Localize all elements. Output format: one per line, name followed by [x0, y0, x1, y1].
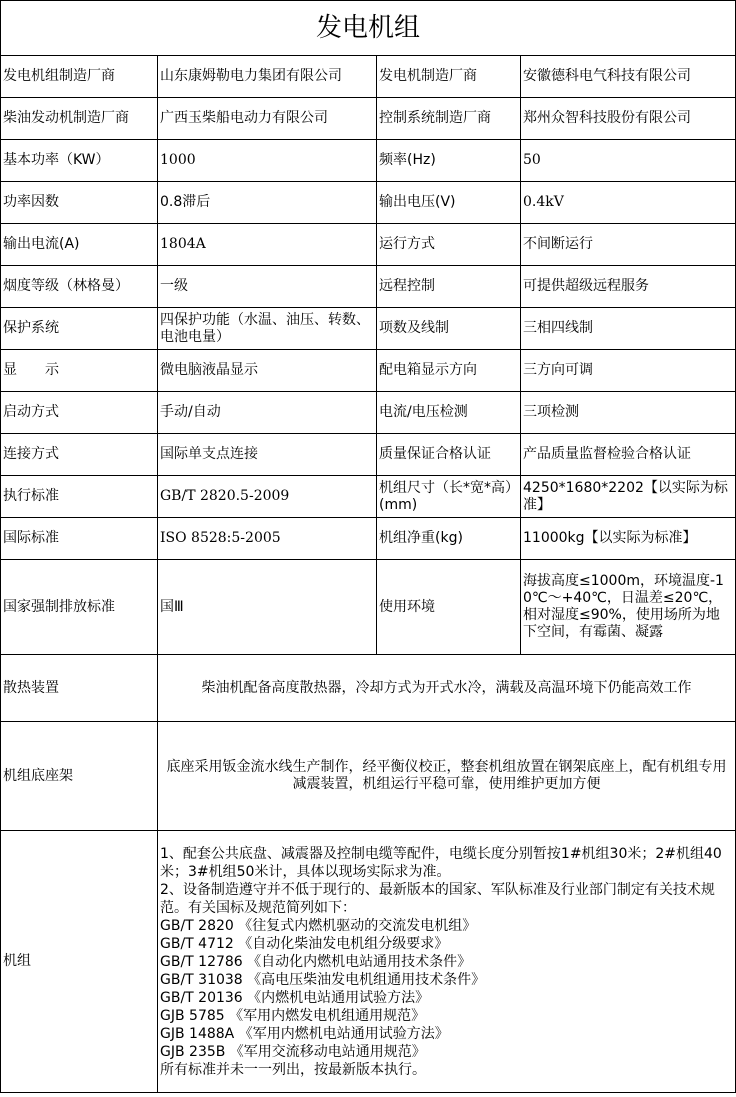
spec-label: 国家强制排放标准: [1, 560, 158, 655]
spec-label: 控制系统制造厂商: [377, 98, 521, 140]
standard-line: GB/T 20136 《内燃机电站通用试验方法》: [160, 989, 430, 1006]
spec-value: 国际单支点连接: [158, 434, 377, 476]
note-line: 2、设备制造遵守并不低于现行的、最新版本的国家、军队标准及行业部门制定有关技术规范。有关国标及规范简列如下：: [160, 881, 715, 916]
spec-label: 输出电压(V): [377, 182, 521, 224]
spec-label: 烟度等级（林格曼）: [1, 266, 158, 308]
spec-label: 机组底座架: [1, 722, 158, 831]
note-line: 1、配套公共底盘、减震器及控制电缆等配件，电缆长度分别暂按1#机组30米；2#机组40米；3#机组50米计，具体以现场实际求为准。: [160, 845, 722, 880]
spec-value: 国Ⅲ: [158, 560, 377, 655]
page-title: 发电机组: [1, 1, 736, 56]
spec-label: 频率(Hz): [377, 140, 521, 182]
spec-label: 发电机组制造厂商: [1, 56, 158, 98]
spec-value: 四保护功能（水温、油压、转数、电池电量）: [158, 308, 377, 350]
table-row: [1, 831, 736, 1093]
table-row: [1, 476, 736, 518]
spec-label: 保护系统: [1, 308, 158, 350]
standard-line: GJB 5785 《军用内燃发电机组通用规范》: [160, 1007, 426, 1024]
spec-label: 输出电流(A): [1, 224, 158, 266]
spec-label: 国际标准: [1, 518, 158, 560]
spec-label: 电流/电压检测: [377, 392, 521, 434]
spec-label: 质量保证合格认证: [377, 434, 521, 476]
spec-value: 不间断运行: [521, 224, 736, 266]
spec-label: 项数及线制: [377, 308, 521, 350]
table-row: [1, 392, 736, 434]
spec-value: 广西玉柴船电动力有限公司: [158, 98, 377, 140]
spec-value: 微电脑液晶显示: [158, 350, 377, 392]
spec-value: 1804A: [158, 224, 377, 266]
table-row: [1, 266, 736, 308]
standard-line: GB/T 4712 《自动化柴油发电机组分级要求》: [160, 935, 449, 952]
table-row: [1, 182, 736, 224]
spec-value: 1000: [158, 140, 377, 182]
spec-value: 产品质量监督检验合格认证: [521, 434, 736, 476]
spec-value: 海拔高度≤1000m，环境温度-10℃～+40℃，日温差≤20℃，相对湿度≤90%，使用场所为地下空间，有霉菌、凝露: [521, 560, 736, 655]
spec-label: 散热装置: [1, 655, 158, 722]
spec-value: 柴油机配备高度散热器，冷却方式为开式水冷，满载及高温环境下仍能高效工作: [158, 655, 736, 722]
table-row: [1, 434, 736, 476]
spec-value: 0.4kV: [521, 182, 736, 224]
table-row: [1, 140, 736, 182]
table-row: [1, 560, 736, 655]
spec-value: 50: [521, 140, 736, 182]
spec-label: 机组: [1, 831, 158, 1093]
spec-value: 一级: [158, 266, 377, 308]
table-row: [1, 56, 736, 98]
spec-label: 执行标准: [1, 476, 158, 518]
table-row: [1, 655, 736, 722]
spec-label: 连接方式: [1, 434, 158, 476]
spec-value: 0.8滞后: [158, 182, 377, 224]
spec-value: 三方向可调: [521, 350, 736, 392]
unit-notes: [158, 831, 736, 1093]
note-line: 所有标准并未一一列出，按最新版本执行。: [160, 1061, 426, 1078]
spec-value: ISO 8528:5-2005: [158, 518, 377, 560]
spec-value: 三相四线制: [521, 308, 736, 350]
spec-label: 启动方式: [1, 392, 158, 434]
table-row: [1, 722, 736, 831]
spec-value: 4250*1680*2202【以实际为标准】: [521, 476, 736, 518]
spec-value: 三项检测: [521, 392, 736, 434]
spec-label: 显 示: [1, 350, 158, 392]
table-row: [1, 98, 736, 140]
spec-label: 配电箱显示方向: [377, 350, 521, 392]
spec-label: 柴油发动机制造厂商: [1, 98, 158, 140]
spec-label: 机组尺寸（长*宽*高）(mm): [377, 476, 521, 518]
table-row: [1, 350, 736, 392]
spec-label: 使用环境: [377, 560, 521, 655]
spec-label: 发电机制造厂商: [377, 56, 521, 98]
standard-line: GB/T 2820 《往复式内燃机驱动的交流发电机组》: [160, 917, 477, 934]
spec-value: GB/T 2820.5-2009: [158, 476, 377, 518]
standard-line: GB/T 31038 《高电压柴油发电机组通用技术条件》: [160, 971, 486, 988]
spec-label: 运行方式: [377, 224, 521, 266]
spec-value: 安徽德科电气科技有限公司: [521, 56, 736, 98]
standard-line: GB/T 12786 《自动化内燃机电站通用技术条件》: [160, 953, 472, 970]
spec-label: 功率因数: [1, 182, 158, 224]
spec-label: 远程控制: [377, 266, 521, 308]
table-row: [1, 224, 736, 266]
spec-value: 可提供超级远程服务: [521, 266, 736, 308]
spec-label: 机组净重(kg): [377, 518, 521, 560]
standard-line: GJB 1488A 《军用内燃机电站通用试验方法》: [160, 1025, 449, 1042]
spec-value: 山东康姆勒电力集团有限公司: [158, 56, 377, 98]
table-row: [1, 308, 736, 350]
standard-line: GJB 235B 《军用交流移动电站通用规范》: [160, 1043, 426, 1060]
spec-label: 基本功率（KW）: [1, 140, 158, 182]
spec-value: 11000kg【以实际为标准】: [521, 518, 736, 560]
spec-value: 手动/自动: [158, 392, 377, 434]
spec-value: 郑州众智科技股份有限公司: [521, 98, 736, 140]
spec-value: 底座采用钣金流水线生产制作，经平衡仪校正，整套机组放置在钢架底座上，配有机组专用减震装置，机组运行平稳可靠，使用维护更加方便: [158, 722, 736, 831]
table-row: [1, 518, 736, 560]
